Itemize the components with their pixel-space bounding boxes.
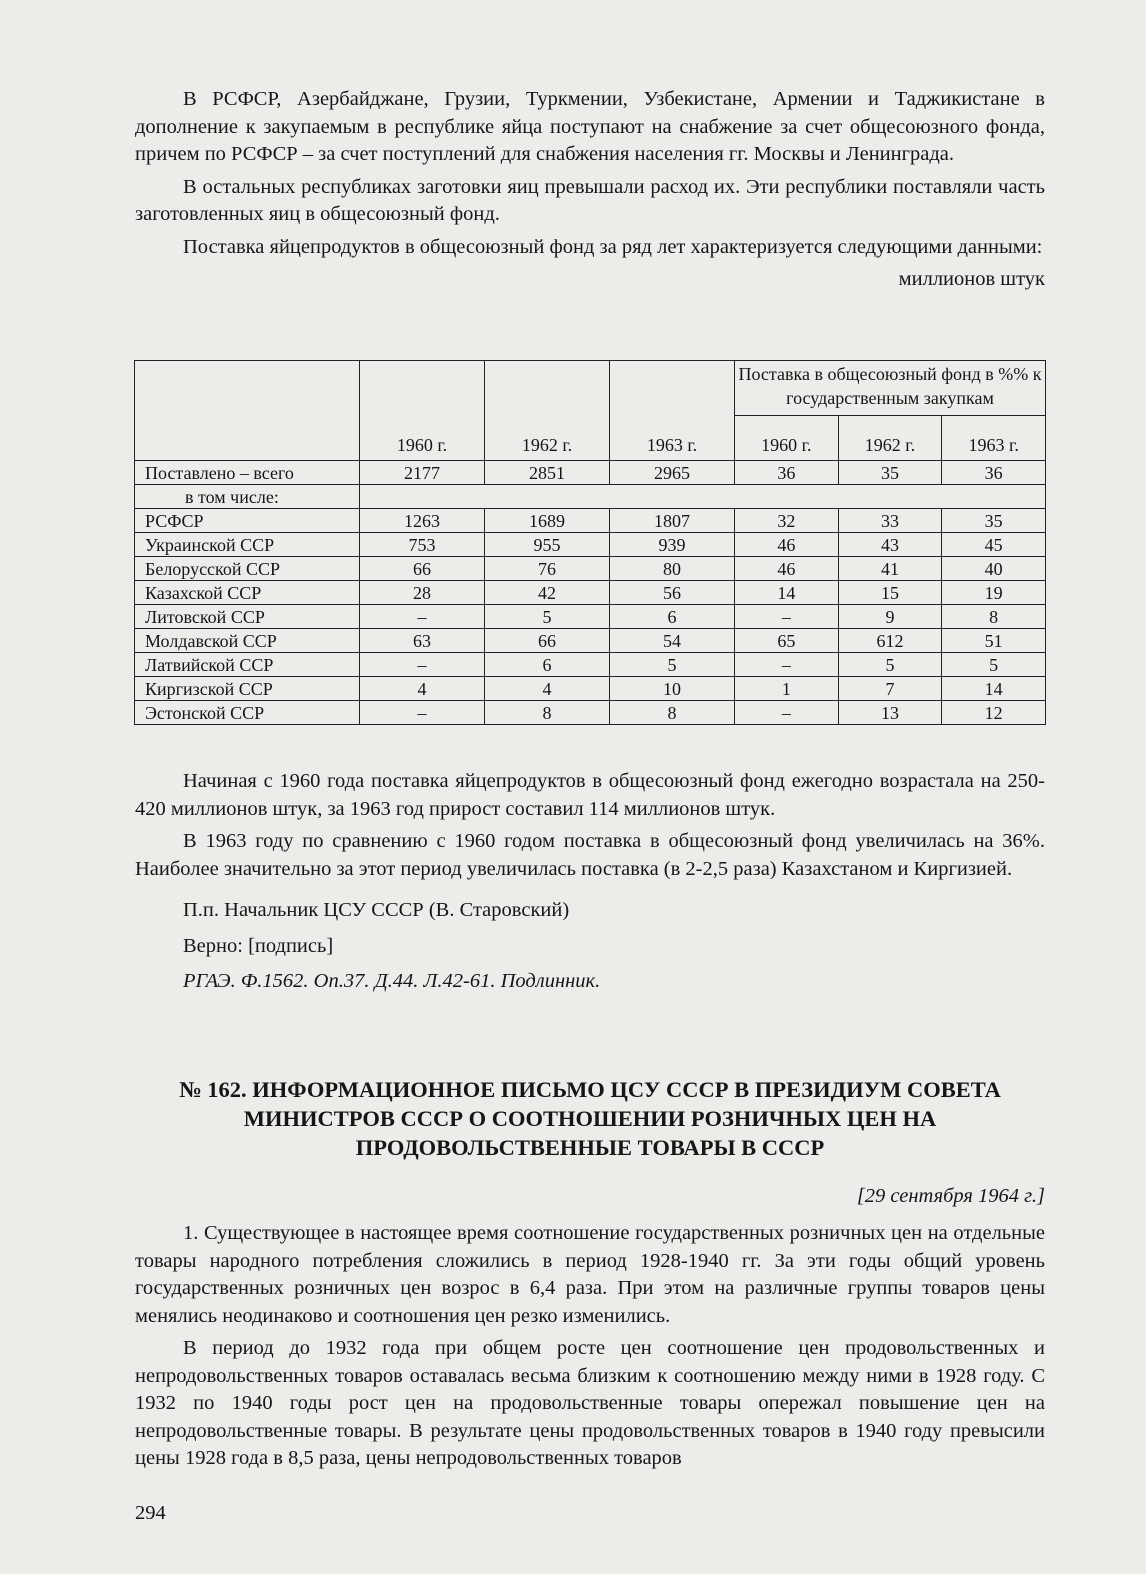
cell: 12 [942,701,1046,725]
cell: 15 [838,581,942,605]
cell: – [360,605,485,629]
header-pct-1963: 1963 г. [942,416,1046,461]
page-number: 294 [135,1502,166,1524]
cell: 8 [610,701,735,725]
cell: 40 [942,557,1046,581]
unit-label: миллионов штук [898,268,1045,290]
paragraph: Поставка яйцепродуктов в общесоюзный фонд за ряд лет характеризуется следующими данными: [183,235,1043,258]
cell: 35 [942,509,1046,533]
cell: 7 [838,677,942,701]
row-label: Украинской ССР [135,533,360,557]
cell: 14 [735,581,839,605]
paragraph: В 1963 году по сравнению с 1960 годом поставка в общесоюзный фонд увеличилась на 36%. Наиболее значительно за этот период увеличилась поставка (в 2-2,5 раза) Казахстаном и Киргизией. [135,830,1045,880]
cell: – [735,605,839,629]
verified-note: Верно: [подпись] [183,934,334,957]
cell: 6 [610,605,735,629]
cell: 19 [942,581,1046,605]
cell: 33 [838,509,942,533]
cell: 4 [485,677,610,701]
cell: 32 [735,509,839,533]
cell: 14 [942,677,1046,701]
table-row-total [135,461,1046,485]
cell: 6 [485,653,610,677]
cell: 36 [942,461,1046,485]
cell: 5 [485,605,610,629]
cell: 36 [735,461,839,485]
cell: 54 [610,629,735,653]
row-label: Казахской ССР [135,581,360,605]
header-1962: 1962 г. [485,361,610,461]
table-row [135,533,1046,557]
row-label: РСФСР [135,509,360,533]
paragraph: В РСФСР, Азербайджане, Грузии, Туркмении, Узбекистане, Армении и Таджикистане в дополнение к закупаемым в республике яйца поступают на снабжение за счет общесоюзного фонда, причем по РСФСР – за счет поступлений для снабжения населения гг. Москвы и Ленинграда. [135,88,1045,165]
cell: 46 [735,533,839,557]
conclusion-text [135,768,1045,1001]
section-date: [29 сентября 1964 г.] [856,1185,1045,1207]
paragraph: 1. Существующее в настоящее время соотношение государственных розничных цен на отдельные товары народного потребления сложились в период 1928-1940 гг. За эти годы общий уровень государственных розничных цен возрос в 6,4 раза. При этом на различные группы товаров цены менялись неодинаково и соотношения цен резко изменились. [135,1222,1045,1327]
cell: – [735,653,839,677]
table-row [135,677,1046,701]
header-1963: 1963 г. [610,361,735,461]
cell: 35 [838,461,942,485]
cell: 1263 [360,509,485,533]
cell: 1 [735,677,839,701]
header-percent-group: Поставка в общесоюзный фонд в %% к государственным закупкам [735,361,1046,416]
cell: 46 [735,557,839,581]
cell: 9 [838,605,942,629]
cell: 939 [610,533,735,557]
table-row [135,581,1046,605]
row-label: Белорусской ССР [135,557,360,581]
row-label: Молдавской ССР [135,629,360,653]
paragraph: В остальных республиках заготовки яиц превышали расход их. Эти республики поставляли часть заготовленных яиц в общесоюзный фонд. [135,175,1045,225]
cell: 8 [942,605,1046,629]
cell: 42 [485,581,610,605]
row-label: Латвийской ССР [135,653,360,677]
header-1960: 1960 г. [360,361,485,461]
cell: 5 [610,653,735,677]
section-title: № 162. ИНФОРМАЦИОННОЕ ПИСЬМО ЦСУ СССР В ПРЕЗИДИУМ СОВЕТА МИНИСТРОВ СССР О СООТНОШЕНИИ РОЗНИЧНЫХ ЦЕН НА ПРОДОВОЛЬСТВЕННЫЕ ТОВАРЫ В СССР [179,1077,1001,1160]
table-row [135,629,1046,653]
cell: – [360,701,485,725]
cell: 28 [360,581,485,605]
table-row [135,653,1046,677]
cell: 612 [838,629,942,653]
paragraph: Начиная с 1960 года поставка яйцепродуктов в общесоюзный фонд ежегодно возрастала на 250-420 миллионов штук, за 1963 год прирост составил 114 миллионов штук. [135,770,1045,820]
intro-text [135,86,1045,294]
cell: 2851 [485,461,610,485]
table-row [135,605,1046,629]
row-label: Эстонской ССР [135,701,360,725]
table-subheader-row [135,485,1046,509]
cell: 66 [485,629,610,653]
table-row [135,557,1046,581]
cell: 1689 [485,509,610,533]
cell: 63 [360,629,485,653]
data-table [134,360,1046,725]
cell: 80 [610,557,735,581]
cell: 45 [942,533,1046,557]
section-body [135,1220,1045,1478]
header-pct-1962: 1962 г. [838,416,942,461]
header-pct-1960: 1960 г. [735,416,839,461]
table-row [135,509,1046,533]
header-blank [135,361,360,461]
cell: 13 [838,701,942,725]
row-label: Литовской ССР [135,605,360,629]
cell: 753 [360,533,485,557]
table-row [135,701,1046,725]
cell: 41 [838,557,942,581]
cell: 51 [942,629,1046,653]
cell: 2177 [360,461,485,485]
cell: 65 [735,629,839,653]
cell: 8 [485,701,610,725]
row-label: Киргизской ССР [135,677,360,701]
cell: 955 [485,533,610,557]
cell: – [735,701,839,725]
cell: 5 [942,653,1046,677]
cell: 76 [485,557,610,581]
cell: 10 [610,677,735,701]
subheader-label: в том числе: [135,485,360,509]
paragraph: В период до 1932 года при общем росте цен соотношение цен продовольственных и непродовольственных товаров оставалась весьма близким к соотношению между ними в 1928 году. С 1932 по 1940 годы рост цен на продовольственные товары опережал повышение цен на непродовольственные товары. В результате цены продовольственных товаров в 1940 году превысили цены 1928 года в 8,5 раза, цены непродовольственных товаров [135,1337,1045,1469]
cell: 66 [360,557,485,581]
cell: 2965 [610,461,735,485]
blank-cell [360,485,1046,509]
cell: – [360,653,485,677]
cell: 4 [360,677,485,701]
cell: 56 [610,581,735,605]
row-label: Поставлено – всего [135,461,360,485]
cell: 5 [838,653,942,677]
archive-reference: РГАЭ. Ф.1562. Оп.37. Д.44. Л.42-61. Подлинник. [183,970,601,992]
cell: 43 [838,533,942,557]
cell: 1807 [610,509,735,533]
signature: П.п. Начальник ЦСУ СССР (В. Старовский) [183,899,570,921]
